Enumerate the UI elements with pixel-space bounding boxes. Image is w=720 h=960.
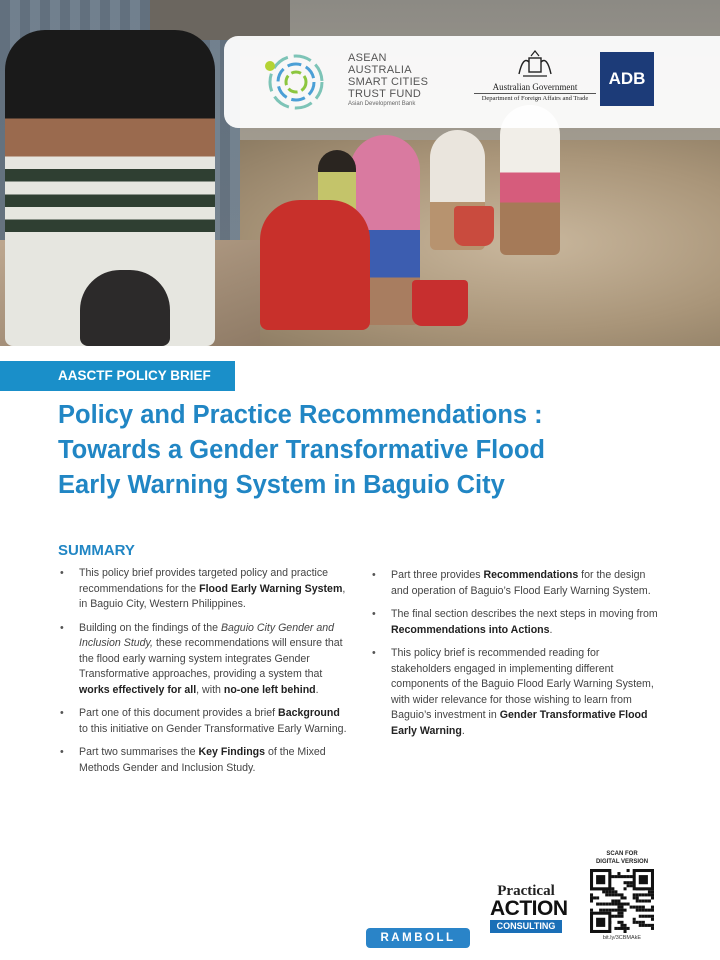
summary-bullet [58, 745, 350, 776]
bullet-text-run: for the design and operation of Baguio’s Flood Early Warning System. [391, 569, 651, 597]
qr-block[interactable] [588, 850, 656, 941]
ramboll-logo: RAMBOLL [366, 928, 470, 948]
dfat-line: Department of Foreign Affairs and Trade [474, 93, 596, 102]
bullet-text-run: Recommendations into Actions [391, 623, 550, 636]
aasctf-subline: Asian Development Bank [348, 101, 416, 107]
bullet-text-run: Gender Transformative Flood Early Warning [391, 709, 648, 737]
child-figure [80, 270, 170, 346]
bullet-text-run: these recommendations will ensure that the flood early warning system integrates Gender Transformative approaches, providing a system that [79, 637, 343, 680]
title-line: Policy and Practice Recommendations : [58, 401, 543, 429]
bullet-text-run: Baguio City Gender and Inclusion Study, [79, 621, 335, 649]
practical-action-logo [490, 883, 568, 933]
coat-of-arms-icon [515, 50, 555, 80]
bullet-text-run: This policy brief is recommended reading for stakeholders engaged in implementing different components of the Baguio Flood Early Warning System, with wider relevance for those wishing to learn from Baguio’s investment in [391, 647, 654, 721]
aasctf-line: AUSTRALIA [348, 64, 412, 76]
bullet-text-run: . [315, 683, 319, 696]
partner-logo-strip [224, 36, 720, 128]
aasctf-logo-icon [256, 50, 336, 114]
bullet-text-run: , with [196, 683, 224, 696]
summary-bullet [58, 621, 350, 699]
qr-label: DIGITAL VERSION [595, 859, 649, 865]
aus-gov-line: Australian Government [492, 82, 578, 92]
summary-bullet [370, 607, 660, 638]
bucket [412, 280, 468, 326]
australian-government-logo [474, 50, 596, 102]
document-title [58, 398, 698, 503]
bullet-text-run: of the Mixed Methods Gender and Inclusion Study. [79, 746, 326, 774]
summary-list-left [58, 566, 350, 784]
bullet-text-run: Flood Early Warning System [199, 582, 343, 595]
bucket [454, 206, 494, 246]
pa-line: CONSULTING [490, 920, 562, 933]
bullet-text-run: The final section describes the next steps in moving from [391, 608, 658, 620]
bullet-text-run: Part three provides [391, 569, 484, 581]
title-line: Early Warning System in Baguio City [58, 471, 505, 499]
title-line: Towards a Gender Transformative Flood [58, 436, 545, 464]
adb-logo: ADB [600, 52, 654, 106]
pa-line: Practical [497, 883, 555, 899]
bullet-text-run: Part two summarises the [79, 746, 199, 758]
summary-bullet [370, 568, 660, 599]
summary-heading: SUMMARY [58, 542, 135, 559]
summary-bullet [58, 706, 350, 737]
summary-bullet [58, 566, 350, 613]
red-backpack [260, 200, 370, 330]
bullet-text-run: This policy brief provides targeted policy and practice recommendations for the [79, 567, 329, 595]
policy-brief-tag: AASCTF POLICY BRIEF [0, 361, 235, 391]
aasctf-wordmark [348, 52, 488, 108]
bullet-text-run: to this initiative on Gender Transformative Early Warning. [79, 722, 347, 735]
cover-photo [0, 0, 720, 346]
bullet-text-run: no-one left behind [223, 683, 316, 696]
qr-label: SCAN FOR [606, 851, 638, 857]
aasctf-line: ASEAN [348, 52, 387, 64]
bullet-text-run: Key Findings [198, 746, 266, 758]
summary-bullet [370, 646, 660, 739]
bullet-text-run: Building on the findings of the [79, 621, 221, 634]
bullet-text-run: works effectively for all [79, 683, 197, 696]
qr-url[interactable]: bit.ly/3CBMAkE [602, 935, 642, 941]
pa-line: ACTION [490, 897, 568, 920]
aasctf-line: TRUST FUND [348, 88, 422, 100]
bullet-text-run: Recommendations [483, 569, 579, 581]
bullet-text-run: Background [278, 707, 340, 719]
bullet-text-run: . [461, 724, 465, 737]
bullet-text-run: Part one of this document provides a brief [79, 707, 279, 719]
bullet-text-run: . [549, 623, 553, 636]
qr-code-icon[interactable] [590, 869, 654, 933]
summary-list-right [370, 568, 660, 747]
bullet-text-run: , in Baguio City, Western Philippines. [79, 582, 346, 610]
aasctf-line: SMART CITIES [348, 76, 429, 88]
